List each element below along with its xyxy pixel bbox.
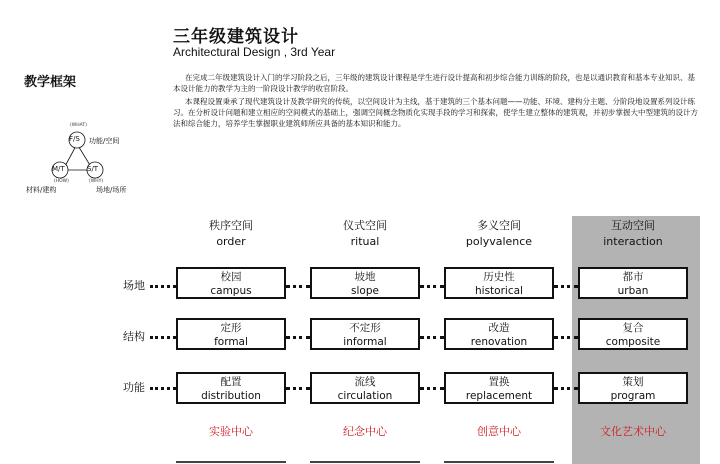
diagram-st-node: S/T bbox=[87, 165, 99, 173]
page-subtitle: Architectural Design , 3rd Year bbox=[173, 45, 336, 59]
footer-label-experiment-center: 实验中心 bbox=[209, 425, 253, 438]
column-header-cn: 多义空间 bbox=[477, 219, 521, 232]
diagram-fs-label: 功能/空间 bbox=[89, 137, 120, 145]
cell-en: renovation bbox=[470, 336, 528, 348]
column-header-en: order bbox=[216, 235, 246, 248]
page-title: 三年级建筑设计 bbox=[173, 27, 299, 47]
cell-cn: 都市 bbox=[622, 271, 644, 283]
diagram-st-note: (WHY) bbox=[89, 179, 104, 184]
bottom-divider bbox=[310, 461, 420, 463]
column-header-en: polyvalence bbox=[465, 235, 533, 248]
row-connector bbox=[554, 336, 578, 339]
row-label-site: 场地 bbox=[123, 279, 145, 292]
cell-cn: 置换 bbox=[488, 376, 510, 388]
cell-cn: 历史性 bbox=[483, 271, 515, 283]
cell-en: formal bbox=[214, 336, 248, 348]
column-header-cn: 秩序空间 bbox=[209, 219, 253, 232]
cell-en: historical bbox=[475, 285, 523, 297]
cell-distribution bbox=[176, 372, 286, 404]
cell-en: campus bbox=[210, 285, 252, 297]
row-connector bbox=[554, 285, 578, 288]
cell-urban bbox=[578, 267, 688, 299]
cell-circulation bbox=[310, 372, 420, 404]
cell-replacement bbox=[444, 372, 554, 404]
column-header-ritual bbox=[305, 218, 425, 250]
cell-cn: 不定形 bbox=[349, 322, 381, 334]
footer-label-memorial-center: 纪念中心 bbox=[343, 425, 387, 438]
column-header-en: interaction bbox=[603, 235, 663, 248]
diagram-mt-node: M/T bbox=[52, 165, 65, 173]
footer-label-creative-center: 创意中心 bbox=[477, 425, 521, 438]
footer-label-culture-art-center: 文化艺术中心 bbox=[600, 425, 666, 438]
cell-slope bbox=[310, 267, 420, 299]
cell-historical bbox=[444, 267, 554, 299]
bottom-divider bbox=[176, 461, 286, 463]
cell-en: circulation bbox=[337, 390, 393, 402]
column-header-interaction bbox=[573, 218, 693, 250]
cell-campus bbox=[176, 267, 286, 299]
cell-cn: 改造 bbox=[488, 322, 510, 334]
intro-paragraph-2: 本课程设置秉承了现代建筑设计及教学研究的传统，以空间设计为主线，基于建筑的三个基本问题——功能、环境、建构分主题、分阶段地设置系列设计练习。在分析设计问题和建立相应的空间模式的基础上，强调空间概念物质化实现手段的学习和探索，使学生建立整体的建筑观，并初步掌握大中型建筑的设计方法和综合能力，培养学生掌握职业建筑师所应具备的基本知识和能力。 bbox=[173, 97, 698, 128]
column-header-order bbox=[171, 218, 291, 250]
cell-cn: 坡地 bbox=[354, 271, 376, 283]
concept-diagram bbox=[20, 122, 140, 197]
column-header-cn: 互动空间 bbox=[611, 219, 655, 232]
cell-cn: 流线 bbox=[354, 376, 376, 388]
cell-renovation bbox=[444, 318, 554, 350]
cell-en: program bbox=[610, 390, 656, 402]
cell-program bbox=[578, 372, 688, 404]
row-connector bbox=[150, 387, 176, 390]
row-connector bbox=[150, 285, 176, 288]
cell-en: urban bbox=[617, 285, 649, 297]
cell-cn: 定形 bbox=[220, 322, 242, 334]
column-header-en: ritual bbox=[350, 235, 380, 248]
cell-cn: 策划 bbox=[622, 376, 644, 388]
row-connector bbox=[286, 336, 310, 339]
cell-en: slope bbox=[351, 285, 379, 297]
row-connector bbox=[150, 336, 176, 339]
row-connector bbox=[420, 336, 444, 339]
row-connector bbox=[286, 285, 310, 288]
row-connector bbox=[420, 285, 444, 288]
intro-paragraph-1: 在完成二年级建筑设计入门的学习阶段之后，三年级的建筑设计课程是学生进行设计提高和初步综合能力训练的阶段，也是以通识教育和基本专业知识、基本设计能力的教学为主的一阶段设计教学的收官阶段。 bbox=[173, 73, 695, 93]
column-header-polyvalence bbox=[439, 218, 559, 250]
cell-en: informal bbox=[343, 336, 387, 348]
section-label: 教学框架 bbox=[24, 75, 77, 90]
cell-formal bbox=[176, 318, 286, 350]
diagram-mt-label: 材料/建构 bbox=[26, 186, 57, 194]
row-connector bbox=[420, 387, 444, 390]
diagram-st-label: 场地/场所 bbox=[96, 186, 127, 194]
row-label-function: 功能 bbox=[123, 381, 145, 394]
cell-en: replacement bbox=[465, 390, 533, 402]
row-connector bbox=[286, 387, 310, 390]
row-connector bbox=[554, 387, 578, 390]
cell-cn: 复合 bbox=[622, 322, 644, 334]
column-header-cn: 仪式空间 bbox=[343, 219, 387, 232]
cell-en: composite bbox=[605, 336, 661, 348]
cell-cn: 校园 bbox=[220, 271, 242, 283]
row-label-structure: 结构 bbox=[123, 330, 145, 343]
cell-cn: 配置 bbox=[220, 376, 242, 388]
cell-informal bbox=[310, 318, 420, 350]
bottom-divider bbox=[444, 461, 554, 463]
diagram-fs-node: F/S bbox=[69, 135, 80, 143]
cell-en: distribution bbox=[201, 390, 261, 402]
diagram-top-note: (WHAT) bbox=[70, 123, 87, 128]
cell-composite bbox=[578, 318, 688, 350]
diagram-mt-note: (HOW) bbox=[54, 179, 69, 184]
